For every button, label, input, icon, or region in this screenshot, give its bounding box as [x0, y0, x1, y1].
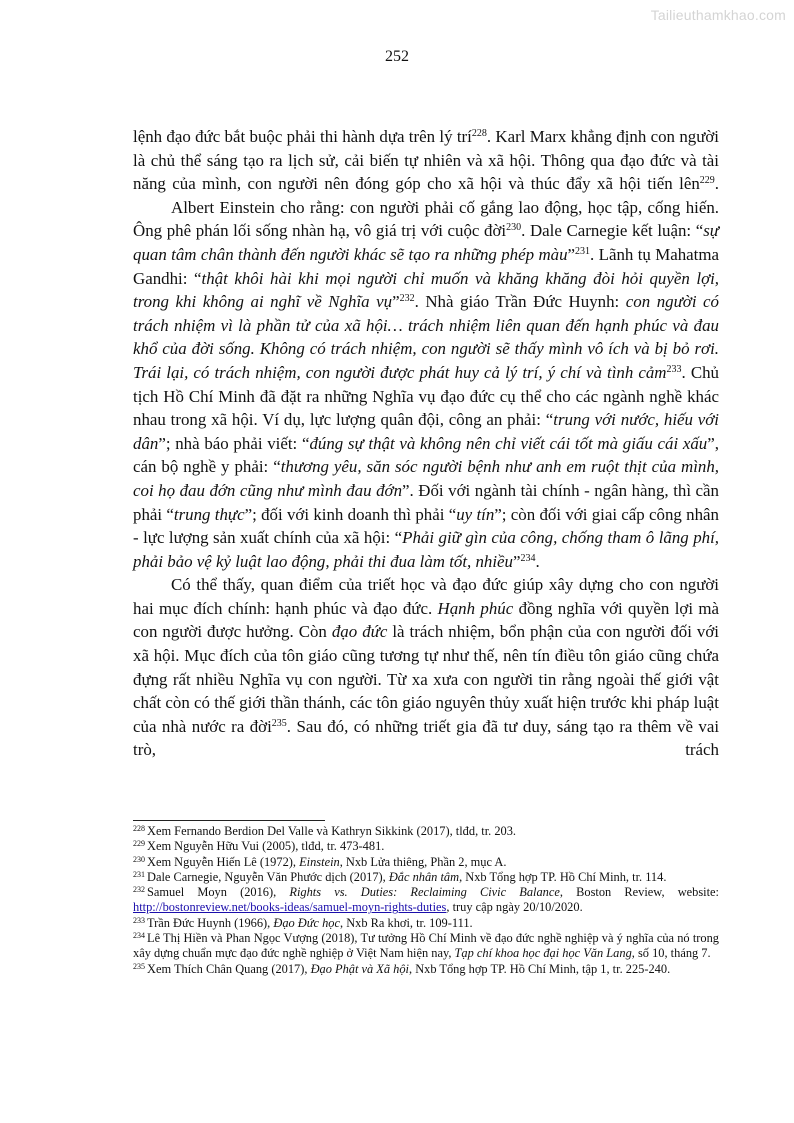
footnote-ref-231[interactable]: 231	[575, 245, 591, 257]
footnote-229: $^{229}$ Xem Nguyễn Hữu Vui (2005), tlđd, tr. 473-481.	[133, 839, 385, 854]
quote-huynh: con người có trách nhiệm vì là phần tử của xã hội… trách nhiệm liên quan đến hạnh phúc và đau khổ của đời sống. Không có trách nhiệm, con người sẽ thấy mình vô ích và bị bỏ rơi. Trái lại, có trách nhiệm, con người được phát huy cả lý trí, ý chí và tình cảm	[133, 292, 720, 382]
term-happiness: Hạnh phúc	[437, 598, 514, 618]
quote-army: trung với nước, hiếu với dân	[133, 410, 719, 453]
quote-workers: Phải giữ gìn của công, chống tham ô lãng phí, phải bảo vệ kỷ luật lao động, phải thi đua làm tốt, nhiều	[133, 528, 720, 571]
quote-business: uy tín	[456, 504, 495, 524]
term-ethics: đạo đức	[331, 622, 388, 642]
footnote-232: $^{232}$ Samuel Moyn (2016), Rights vs. Duties: Reclaiming Civic Balance, Boston Review, website: http://bostonreview.net/books-ideas/samuel-moyn-rights-duties, truy cập ngày 20/10/2020.	[133, 885, 719, 915]
footnote-231: $^{231}$ Dale Carnegie, Nguyễn Văn Phước dịch (2017), Đắc nhân tâm, Nxb Tổng hợp TP. Hồ Chí Minh, tr. 114.	[133, 869, 667, 884]
footnote-235: $^{235}$ Xem Thích Chân Quang (2017), Đạo Phật và Xã hội, Nxb Tổng hợp TP. Hồ Chí Minh, tập 1, tr. 225-240.	[133, 961, 671, 976]
footnote-divider	[133, 820, 325, 821]
paragraph-3: Có thể thấy, quan điểm của triết học và đạo đức giúp xây dựng cho con người hai mục đích chính: hạnh phúc và đạo đức. Hạnh phúc đồng nghĩa với quyền lợi mà con người được hưởng. Còn đạo đức là trách nhiệm, bổn phận của con người đối với xã hội. Mục đích của tôn giáo cũng tương tự như thế, nên tín điều tôn giáo cũng chứa đựng rất nhiều Nghĩa vụ con người. Từ xa xưa con người tin rằng ngoài thế giới vật chất còn có thế giới thần thánh, các tôn giáo nguyên thủy xuất hiện trước khi pháp luật của nhà nước ra đời$^{235}$. Sau đó, có những triết gia đã tư duy, sáng tạo ra thêm về vai trò, trách	[133, 575, 720, 760]
footnote-ref-234[interactable]: 234	[520, 552, 536, 564]
footnote-233: $^{233}$ Trần Đức Huynh (1966), Đạo Đức học, Nxb Ra khơi, tr. 109-111.	[133, 915, 473, 930]
quote-medical: thương yêu, săn sóc người bệnh như anh em ruột thịt của mình, coi họ đau đớn cũng như mình đau đớn	[133, 457, 719, 500]
footnote-ref-233[interactable]: 233	[666, 363, 682, 375]
footnote-ref-232[interactable]: 232	[399, 293, 415, 305]
page-number: 252	[385, 48, 409, 65]
paragraph-1: lệnh đạo đức bắt buộc phải thi hành dựa trên lý trí$^{228}$. Karl Marx khẳng định con người là chủ thể sáng tạo ra lịch sử, cải biến tự nhiên và xã hội. Thông qua đạo đức và tài năng của mình, con người nên đóng góp cho xã hội và thúc đẩy xã hội tiến lên$^{229}$.	[133, 127, 719, 194]
footnote-ref-230[interactable]: 230	[506, 222, 522, 234]
footnotes	[133, 824, 719, 977]
quote-finance: trung thực	[173, 504, 245, 524]
watermark: Tailieuthamkhao.com	[650, 7, 786, 23]
body-text	[133, 125, 719, 762]
boston-review-link[interactable]: http://bostonreview.net/books-ideas/samuel-moyn-rights-duties	[133, 900, 447, 915]
paragraph-2: Albert Einstein cho rằng: con người phải cố gắng lao động, học tập, cống hiến. Ông phê phán lối sống nhàn hạ, vô giá trị với cuộc đời$^{230}$. Dale Carnegie kết luận: “sự quan tâm chân thành đến người khác sẽ tạo ra những phép màu”$^{231}$. Lãnh tụ Mahatma Gandhi: “thật khôi hài khi mọi người chỉ muốn và khăng khăng đòi hỏi quyền lợi, trong khi không ai nghĩ về Nghĩa vụ”$^{232}$. Nhà giáo Trần Đức Huynh: con người có trách nhiệm vì là phần tử của xã hội… trách nhiệm liên quan đến hạnh phúc và đau khổ của đời sống. Không có trách nhiệm, con người sẽ thấy mình vô ích và bị bỏ rơi. Trái lại, có trách nhiệm, con người được phát huy cả lý trí, ý chí và tình cảm$^{233}$. Chủ tịch Hồ Chí Minh đã đặt ra những Nghĩa vụ đạo đức cụ thể cho các ngành nghề khác nhau trong xã hội. Ví dụ, lực lượng quân đội, công an phải: “trung với nước, hiếu với dân”; nhà báo phải viết: “đúng sự thật và không nên chỉ viết cái tốt mà giấu cái xấu”, cán bộ nghề y phải: “thương yêu, săn sóc người bệnh như anh em ruột thịt của mình, coi họ đau đớn cũng như mình đau đớn”. Đối với ngành tài chính - ngân hàng, thì cần phải “trung thực”; đối với kinh doanh thì phải “uy tín”; còn đối với giai cấp công nhân - lực lượng sản xuất chính của xã hội: “Phải giữ gìn của công, chống tham ô lãng phí, phải bảo vệ kỷ luật lao động, phải thi đua làm tốt, nhiều”$^{234}$.	[133, 197, 720, 571]
quote-journalist: đúng sự thật và không nên chỉ viết cái tốt mà giấu cái xấu	[309, 433, 708, 453]
footnote-ref-229[interactable]: 229	[699, 175, 715, 187]
footnote-234: $^{234}$ Lê Thị Hiền và Phan Ngọc Vượng (2018), Tư tưởng Hồ Chí Minh về đạo đức nghề nghiệp và ý nghĩa của nó trong xây dựng chuẩn mực đạo đức nghề nghiệp ở Việt Nam hiện nay, Tạp chí khoa học đại học Văn Lang, số 10, tháng 7.	[133, 931, 719, 961]
footnote-228: $^{228}$ Xem Fernando Berdion Del Valle và Kathryn Sikkink (2017), tlđd, tr. 203.	[133, 824, 517, 838]
quote-gandhi: thật khôi hài khi mọi người chỉ muốn và khăng khăng đòi hỏi quyền lợi, trong khi không ai nghĩ về Nghĩa vụ	[133, 268, 720, 312]
quote-carnegie: sự quan tâm chân thành đến người khác sẽ tạo ra những phép màu	[133, 221, 720, 264]
footnote-230: $^{230}$ Xem Nguyễn Hiến Lê (1972), Einstein, Nxb Lửa thiêng, Phần 2, mục A.	[133, 854, 507, 869]
footnote-ref-235[interactable]: 235	[271, 717, 287, 729]
footnote-ref-228[interactable]: 228	[471, 128, 487, 139]
